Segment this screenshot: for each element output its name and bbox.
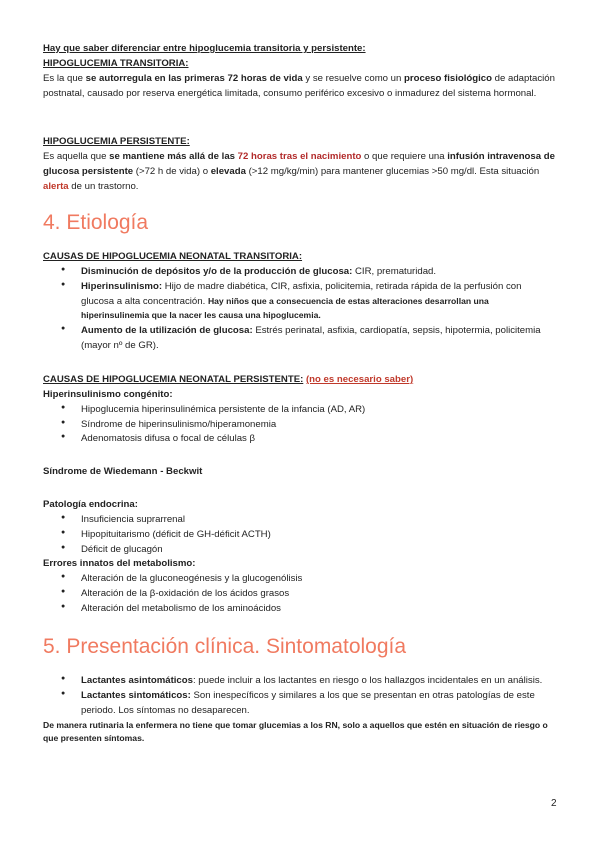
hiperinsulinismo-label: Hiperinsulinismo congénito: bbox=[43, 388, 173, 400]
list-item: ● Hipopituitarismo (déficit de GH-déficit ACTH) bbox=[43, 528, 555, 543]
persistente-block bbox=[43, 135, 555, 194]
persistente-paragraph: Es aquella que se mantiene más allá de las 72 horas tras el nacimiento o que requiere una infusión intravenosa de glucosa persistente (>72 h de vida) o elevada (>12 mg/kg/min) para mantener glucemias >50 mg/dl. Esta situación alerta de un trastorno. bbox=[43, 150, 555, 192]
list-item: ● Disminución de depósitos y/o de la producción de glucosa: CIR, prematuridad. bbox=[43, 265, 555, 280]
intro-block bbox=[43, 42, 555, 101]
wiedemann-label: Síndrome de Wiedemann - Beckwit bbox=[43, 466, 203, 477]
transitoria-paragraph: Es la que se autorregula en las primeras 72 horas de vida y se resuelve como un proceso fisiológico de adaptación postnatal, causado por reserva energética limitada, consumo periférico excesivo o inmadurez del sistema hormonal. bbox=[43, 72, 555, 99]
list-item: ● Insuficiencia suprarrenal bbox=[43, 513, 555, 528]
transitoria-causes-heading: CAUSAS DE HIPOGLUCEMIA NEONATAL TRANSITORIA: bbox=[43, 251, 303, 262]
persistente-heading: HIPOGLUCEMIA PERSISTENTE: bbox=[43, 136, 190, 147]
section-5-title: 5. Presentación clínica. Sintomatología bbox=[43, 635, 407, 658]
wiedemann-block bbox=[43, 465, 555, 480]
transitoria-heading: HIPOGLUCEMIA TRANSITORIA: bbox=[43, 57, 189, 69]
persistente-causes-block bbox=[43, 373, 555, 447]
transitoria-causes-list bbox=[43, 265, 555, 354]
list-item: ● Lactantes asintomáticos: puede incluir a los lactantes en riesgo o los hallazgos incidentales en un análisis. bbox=[43, 674, 555, 689]
not-required-note: (no es necesario saber) bbox=[305, 374, 414, 385]
page-number: 2 bbox=[551, 798, 557, 809]
endocrina-label: Patología endocrina: bbox=[43, 499, 138, 510]
section-4-title: 4. Etiología bbox=[43, 211, 149, 234]
errores-label: Errores innatos del metabolismo: bbox=[43, 558, 196, 570]
list-item: ● Alteración del metabolismo de los aminoácidos bbox=[43, 602, 555, 617]
transitoria-causes-block bbox=[43, 250, 555, 354]
list-item: ● Adenomatosis difusa o focal de células β bbox=[43, 432, 555, 447]
list-item: ● Hiperinsulinismo: Hijo de madre diabética, CIR, asfixia, policitemia, retirada rápida de la perfusión con glucosa a alta concentración. Hay niños que a consecuencia de estas alteraciones desarrollan una hiperinsulinemia que la nacer les causa una hipoglucemia. bbox=[43, 280, 555, 325]
list-item: ● Alteración de la gluconeogénesis y la glucogenólisis bbox=[43, 572, 555, 587]
list-item: ● Aumento de la utilización de glucosa: Estrés perinatal, asfixia, cardiopatía, sepsis, hipotermia, policitemia (mayor nº de GR). bbox=[43, 324, 555, 354]
list-item: ● Hipoglucemia hiperinsulinémica persistente de la infancia (AD, AR) bbox=[43, 403, 555, 418]
presentation-block bbox=[43, 674, 555, 745]
list-item: ● Síndrome de hiperinsulinismo/hiperamonemia bbox=[43, 418, 555, 433]
intro-heading: Hay que saber diferenciar entre hipoglucemia transitoria y persistente: bbox=[43, 43, 366, 54]
presentation-list bbox=[43, 674, 555, 719]
errores-list bbox=[43, 572, 555, 617]
persistente-causes-heading-line: CAUSAS DE HIPOGLUCEMIA NEONATAL PERSISTENTE: (no es necesario saber) bbox=[43, 374, 414, 385]
list-item: ● Déficit de glucagón bbox=[43, 543, 555, 558]
endocrina-list bbox=[43, 513, 555, 558]
list-item: ● Alteración de la β-oxidación de los ácidos grasos bbox=[43, 587, 555, 602]
nurse-note: De manera rutinaria la enfermera no tiene que tomar glucemias a los RN, solo a aquellos que estén en situación de riesgo o que presenten síntomas. bbox=[43, 719, 548, 743]
list-item: ● Lactantes sintomáticos: Son inespecíficos y similares a los que se presentan en otras patologías de este periodo. Los síntomas no desaparecen. bbox=[43, 689, 555, 719]
endocrina-block bbox=[43, 498, 555, 617]
hiperinsulinismo-list bbox=[43, 403, 555, 448]
